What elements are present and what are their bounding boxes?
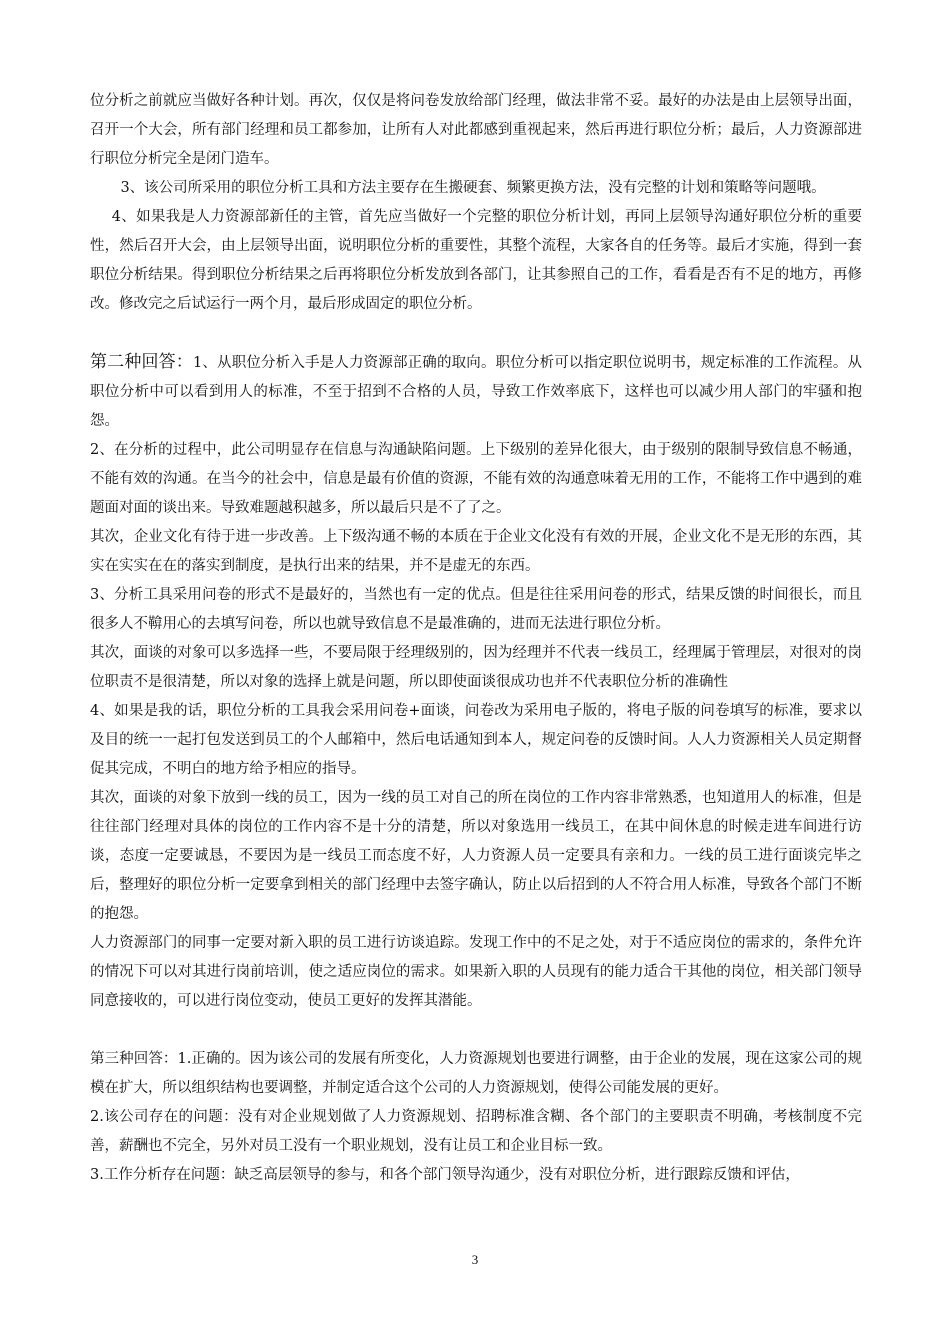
second-answer-culture: 其次，企业文化有待于进一步改善。上下级沟通不畅的本质在于企业文化没有有效的开展，企业文化不是无形的东西，其实在实实在在的落实到制度，是执行出来的结果，并不是虚无的东西。 xyxy=(90,529,862,574)
second-answer-point-1: 1、从职位分析入手是人力资源部正确的取向。职位分析可以指定职位说明书，规定标准的工作流程。从职位分析中可以看到用人的标准，不至于招到不合格的人员，导致工作效率底下，这样也可以减少用人部门的牢骚和抱怨。 xyxy=(90,355,862,429)
second-answer-interview: 其次，面谈的对象可以多选择一些，不要局限于经理级别的，因为经理并不代表一线员工，经理属于管理层，对很对的岗位职责不是很清楚，所以对象的选择上就是问题，所以即使面谈很成功也并不代表职位分析的准确性 xyxy=(90,645,862,690)
second-answer-lead: 第二种回答： xyxy=(90,352,193,372)
paragraph-point-4: 4、如果我是人力资源部新任的主管，首先应当做好一个完整的职位分析计划，再同上层领导沟通好职位分析的重要性，然后召开大会，由上层领导出面，说明职位分析的重要性，其整个流程，大家各自的任务等。最后才实施，得到一套职位分析结果。得到职位分析结果之后再将职位分析发放到各部门，让其参照自己的工作，看看是否有不足的地方，再修改。修改完之后试运行一两个月，最后形成固定的职位分析。 xyxy=(90,209,862,312)
document-body xyxy=(90,87,862,1190)
second-answer-point-4: 4、如果是我的话，职位分析的工具我会采用问卷+面谈，问卷改为采用电子版的，将电子版的问卷填写的标准，要求以及目的统一一起打包发送到员工的个人邮箱中，然后电话通知到本人，规定问卷的反馈时间。人人力资源相关人员定期督促其完成，不明白的地方给予相应的指导。 xyxy=(90,703,862,777)
third-answer-point-3: 3.工作分析存在问题：缺乏高层领导的参与，和各个部门领导沟通少，没有对职位分析，进行跟踪反馈和评估， xyxy=(90,1167,800,1183)
second-answer-intro xyxy=(90,348,862,436)
paragraph-point-3: 3、该公司所采用的职位分析工具和方法主要存在生搬硬套、频繁更换方法，没有完整的计划和策略等问题哦。 xyxy=(120,180,826,196)
second-answer-followup: 人力资源部门的同事一定要对新入职的员工进行访谈追踪。发现工作中的不足之处，对于不适应岗位的需求的，条件允许的情况下可以对其进行岗前培训，使之适应岗位的需求。如果新入职的人员现有的能力适合干其他的岗位，相关部门领导同意接收的，可以进行岗位变动，使员工更好的发挥其潜能。 xyxy=(90,935,862,1009)
section-gap xyxy=(90,319,862,348)
second-answer-point-2: 2、在分析的过程中，此公司明显存在信息与沟通缺陷问题。上下级别的差异化很大，由于级别的限制导致信息不畅通，不能有效的沟通。在当今的社会中，信息是最有价值的资源，不能有效的沟通意味着无用的工作，不能将工作中遇到的难题面对面的谈出来。导致难题越积越多，所以最后只是不了了之。 xyxy=(90,442,862,516)
second-answer-point-3: 3、分析工具采用问卷的形式不是最好的，当然也有一定的优点。但是往往采用问卷的形式，结果反馈的时间很长，而且很多人不鞥用心的去填写问卷，所以也就导致信息不是最准确的，进而无法进行职位分析。 xyxy=(90,587,862,632)
page-number: 3 xyxy=(471,1252,479,1267)
paragraph-continuation: 位分析之前就应当做好各种计划。再次，仅仅是将问卷发放给部门经理，做法非常不妥。最好的办法是由上层领导出面，召开一个大会，所有部门经理和员工都参加，让所有人对此都感到重视起来，然后再进行职位分析；最后，人力资源部进行职位分析完全是闭门造车。 xyxy=(90,93,862,167)
second-answer-frontline: 其次，面谈的对象下放到一线的员工，因为一线的员工对自己的所在岗位的工作内容非常熟悉，也知道用人的标准，但是往往部门经理对具体的岗位的工作内容不是十分的清楚，所以对象选用一线员工，在其中间休息的时候走进车间进行访谈，态度一定要诚恳，不要因为是一线员工而态度不好，人力资源人员一定要具有亲和力。一线的员工进行面谈完毕之后，整理好的职位分析一定要拿到相关的部门经理中去签字确认，防止以后招到的人不符合用人标准，导致各个部门不断的抱怨。 xyxy=(90,790,862,922)
third-answer-point-2: 2.该公司存在的问题：没有对企业规划做了人力资源规划、招聘标准含糊、各个部门的主要职责不明确，考核制度不完善，薪酬也不完全，另外对员工没有一个职业规划，没有让员工和企业目标一致。 xyxy=(90,1109,862,1154)
third-answer-point-1: 第三种回答：1.正确的。因为该公司的发展有所变化，人力资源规划也要进行调整，由于企业的发展，现在这家公司的规模在扩大，所以组织结构也要调整，并制定适合这个公司的人力资源规划，使得公司能发展的更好。 xyxy=(90,1051,862,1096)
section-gap xyxy=(90,1016,862,1045)
